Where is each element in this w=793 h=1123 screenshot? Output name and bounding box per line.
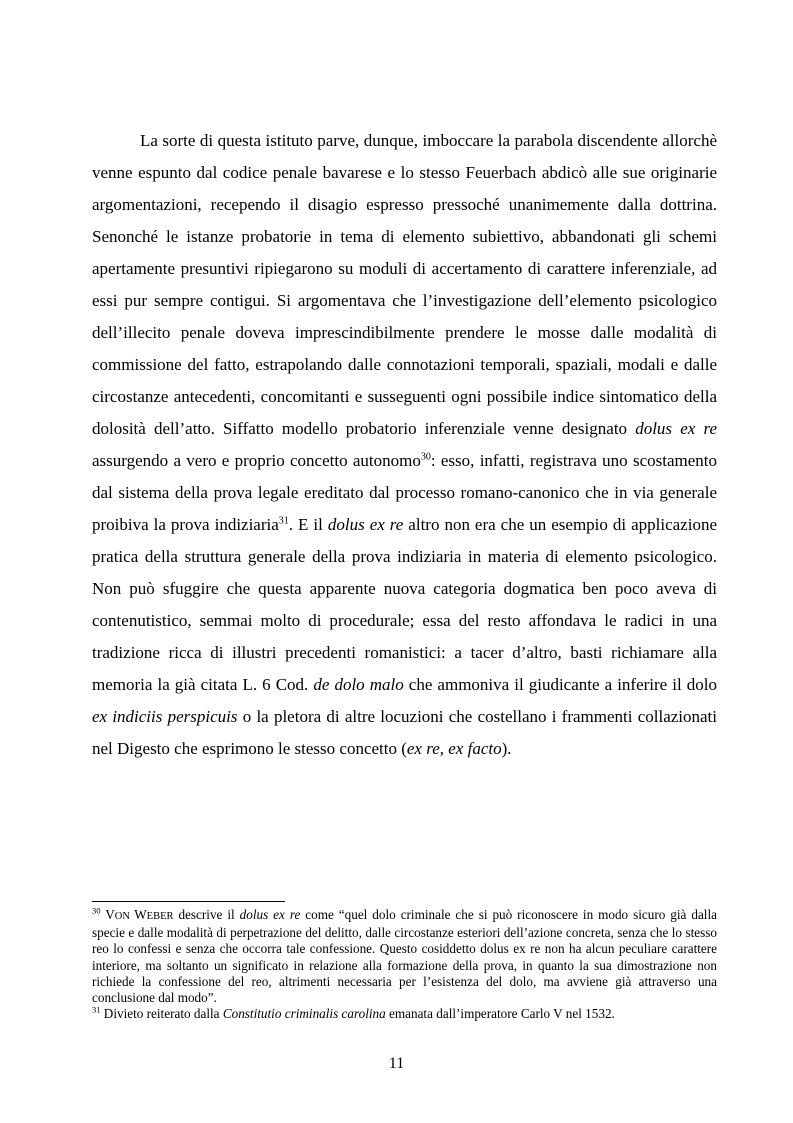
footnote-30: $^{30}$ VON WEBER descrive il dolus ex re come “quel dolo criminale che si può riconoscere in modo sicuro già dalla specie e dalle modalità di perpetrazione del delitto, dalle circostanze esteriori dell’azione concreta, senza che lo stesso reo lo confessi e senza che occorra tale confessione. Questo cosiddetto dolus ex re non ha alcun peculiare carattere interiore, ma soltanto un significato in relazione alla formazione della prova, in quanto la sua dimostrazione non richiede la confessione del reo, altrimenti necessaria per l’esistenza del dolo, ma avviene già attraverso una conclusione dal modo”. (92, 905, 717, 1006)
main-text (92, 125, 717, 765)
footnote-number: 30 (92, 905, 101, 916)
footnotes (92, 907, 717, 1022)
italic-term: dolus ex re (635, 419, 717, 438)
italic-term: dolus ex re (239, 907, 301, 922)
footnote-separator (92, 901, 285, 902)
italic-term: ex indiciis perspicuis (92, 707, 238, 726)
italic-term: dolus ex re (327, 515, 404, 534)
page-number: 11 (388, 1055, 405, 1072)
italic-term: de dolo malo (313, 675, 404, 694)
footnote-number: 31 (92, 1004, 101, 1015)
footnote-31: $^{31}$ Divieto reiterato dalla Constitutio criminalis carolina emanata dall’imperatore Carlo V nel 1532. (92, 1004, 615, 1022)
footnote-ref-30: 30 (420, 451, 431, 463)
italic-term: ex facto (448, 739, 502, 758)
footnote-ref-31: 31 (278, 515, 289, 527)
italic-term: Constitutio criminalis carolina (222, 1006, 386, 1022)
body-paragraph: La sorte di questa istituto parve, dunque, imboccare la parabola discendente allorchè venne espunto dal codice penale bavarese e lo stesso Feuerbach abdicò alle sue originarie argomentazioni, recependo il disagio espresso pressoché unanimemente dalla dottrina. Senonché le istanze probatorie in tema di elemento subiettivo, abbandonati gli schemi apertamente presuntivi ripiegarono su moduli di accertamento di carattere inferenziale, ad essi pur sempre contigui. Si argomentava che l’investigazione dell’elemento psicologico dell’illecito penale doveva imprescindibilmente prendere le mosse dalle modalità di commissione del fatto, estrapolando dalle connotazioni temporali, spaziali, modali e dalle circostanze antecedenti, concomitanti e susseguenti ogni possibile indice sintomatico della dolosità dell’atto. Siffatto modello probatorio inferenziale venne designato dolus ex re assurgendo a vero e proprio concetto autonomo$^{30}$: esso, infatti, registrava uno scostamento dal sistema della prova legale ereditato dal processo romano-canonico che in via generale proibiva la prova indiziaria$^{31}$. E il dolus ex re altro non era che un esempio di applicazione pratica della struttura generale della prova indiziaria in materia di elemento psicologico. Non può sfuggire che questa apparente nuova categoria dogmatica ben poco aveva di contenutistico, semmai molto di procedurale; essa del resto affondava le radici in una tradizione ricca di illustri precedenti romanistici: a tacer d’altro, basti richiamare alla memoria la già citata L. 6 Cod. de dolo malo che ammoniva il giudicante a inferire il dolo ex indiciis perspicuis o la pletora di altre locuzioni che costellano i frammenti collazionati nel Digesto che esprimono le stesso concetto (ex re, ex facto). (92, 131, 717, 758)
italic-term: ex re (406, 739, 440, 758)
